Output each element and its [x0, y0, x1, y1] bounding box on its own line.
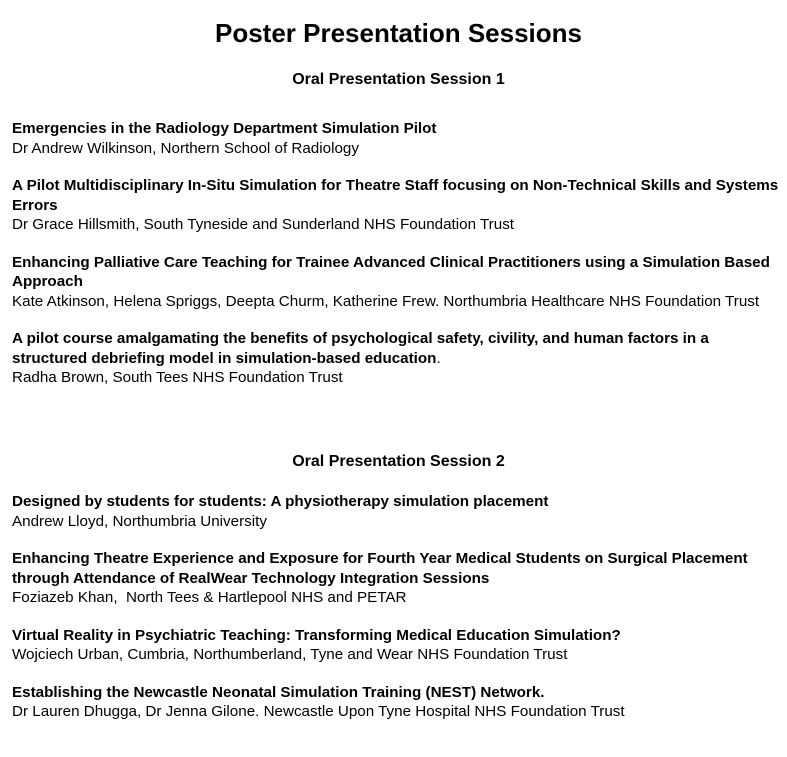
list-item	[12, 549, 782, 608]
presentation-title: Enhancing Palliative Care Teaching for Trainee Advanced Clinical Practitioners using a Simulation Based Approach	[12, 253, 770, 290]
list-item	[12, 176, 782, 235]
page-title: Poster Presentation Sessions	[214, 18, 583, 48]
list-item	[12, 683, 782, 722]
presentation-title: Enhancing Theatre Experience and Exposure for Fourth Year Medical Students on Surgical Placement through Attendance of RealWear Technology Integration Sessions	[12, 550, 748, 587]
list-item	[12, 329, 782, 388]
presentation-authors: Dr Andrew Wilkinson, Northern School of Radiology	[12, 139, 359, 157]
presentation-authors: Kate Atkinson, Helena Spriggs, Deepta Churm, Katherine Frew. Northumbria Healthcare NHS Foundation Trust	[12, 292, 760, 310]
session-2-list	[12, 492, 782, 740]
presentation-title: Establishing the Newcastle Neonatal Simulation Training (NEST) Network.	[12, 683, 545, 701]
presentation-authors: Dr Grace Hillsmith, South Tyneside and Sunderland NHS Foundation Trust	[12, 216, 515, 233]
presentation-title: A pilot course amalgamating the benefits of psychological safety, civility, and human factors in a structured debriefing model in simulation-based education.	[12, 330, 709, 367]
list-item	[12, 626, 782, 665]
session-2-heading: Oral Presentation Session 2	[292, 453, 505, 470]
session-1-list	[12, 119, 782, 406]
presentation-title: Virtual Reality in Psychiatric Teaching: Transforming Medical Education Simulation?	[12, 626, 621, 644]
presentation-title: A Pilot Multidisciplinary In-Situ Simulation for Theatre Staff focusing on Non-Technical Skills and Systems Errors	[12, 177, 779, 214]
presentation-title: Designed by students for students: A physiotherapy simulation placement	[12, 493, 549, 510]
presentation-title: Emergencies in the Radiology Department Simulation Pilot	[12, 120, 437, 137]
list-item	[12, 253, 782, 312]
list-item	[12, 119, 782, 158]
session-1-heading: Oral Presentation Session 1	[292, 71, 505, 88]
presentation-authors: Foziazeb Khan, North Tees & Hartlepool NHS and PETAR	[12, 589, 407, 606]
presentation-authors: Dr Lauren Dhugga, Dr Jenna Gilone. Newcastle Upon Tyne Hospital NHS Foundation Trust	[12, 703, 625, 720]
presentation-authors: Radha Brown, South Tees NHS Foundation Trust	[12, 369, 343, 386]
presentation-authors: Wojciech Urban, Cumbria, Northumberland, Tyne and Wear NHS Foundation Trust	[12, 646, 568, 663]
presentation-authors: Andrew Lloyd, Northumbria University	[12, 512, 267, 530]
list-item	[12, 492, 782, 531]
